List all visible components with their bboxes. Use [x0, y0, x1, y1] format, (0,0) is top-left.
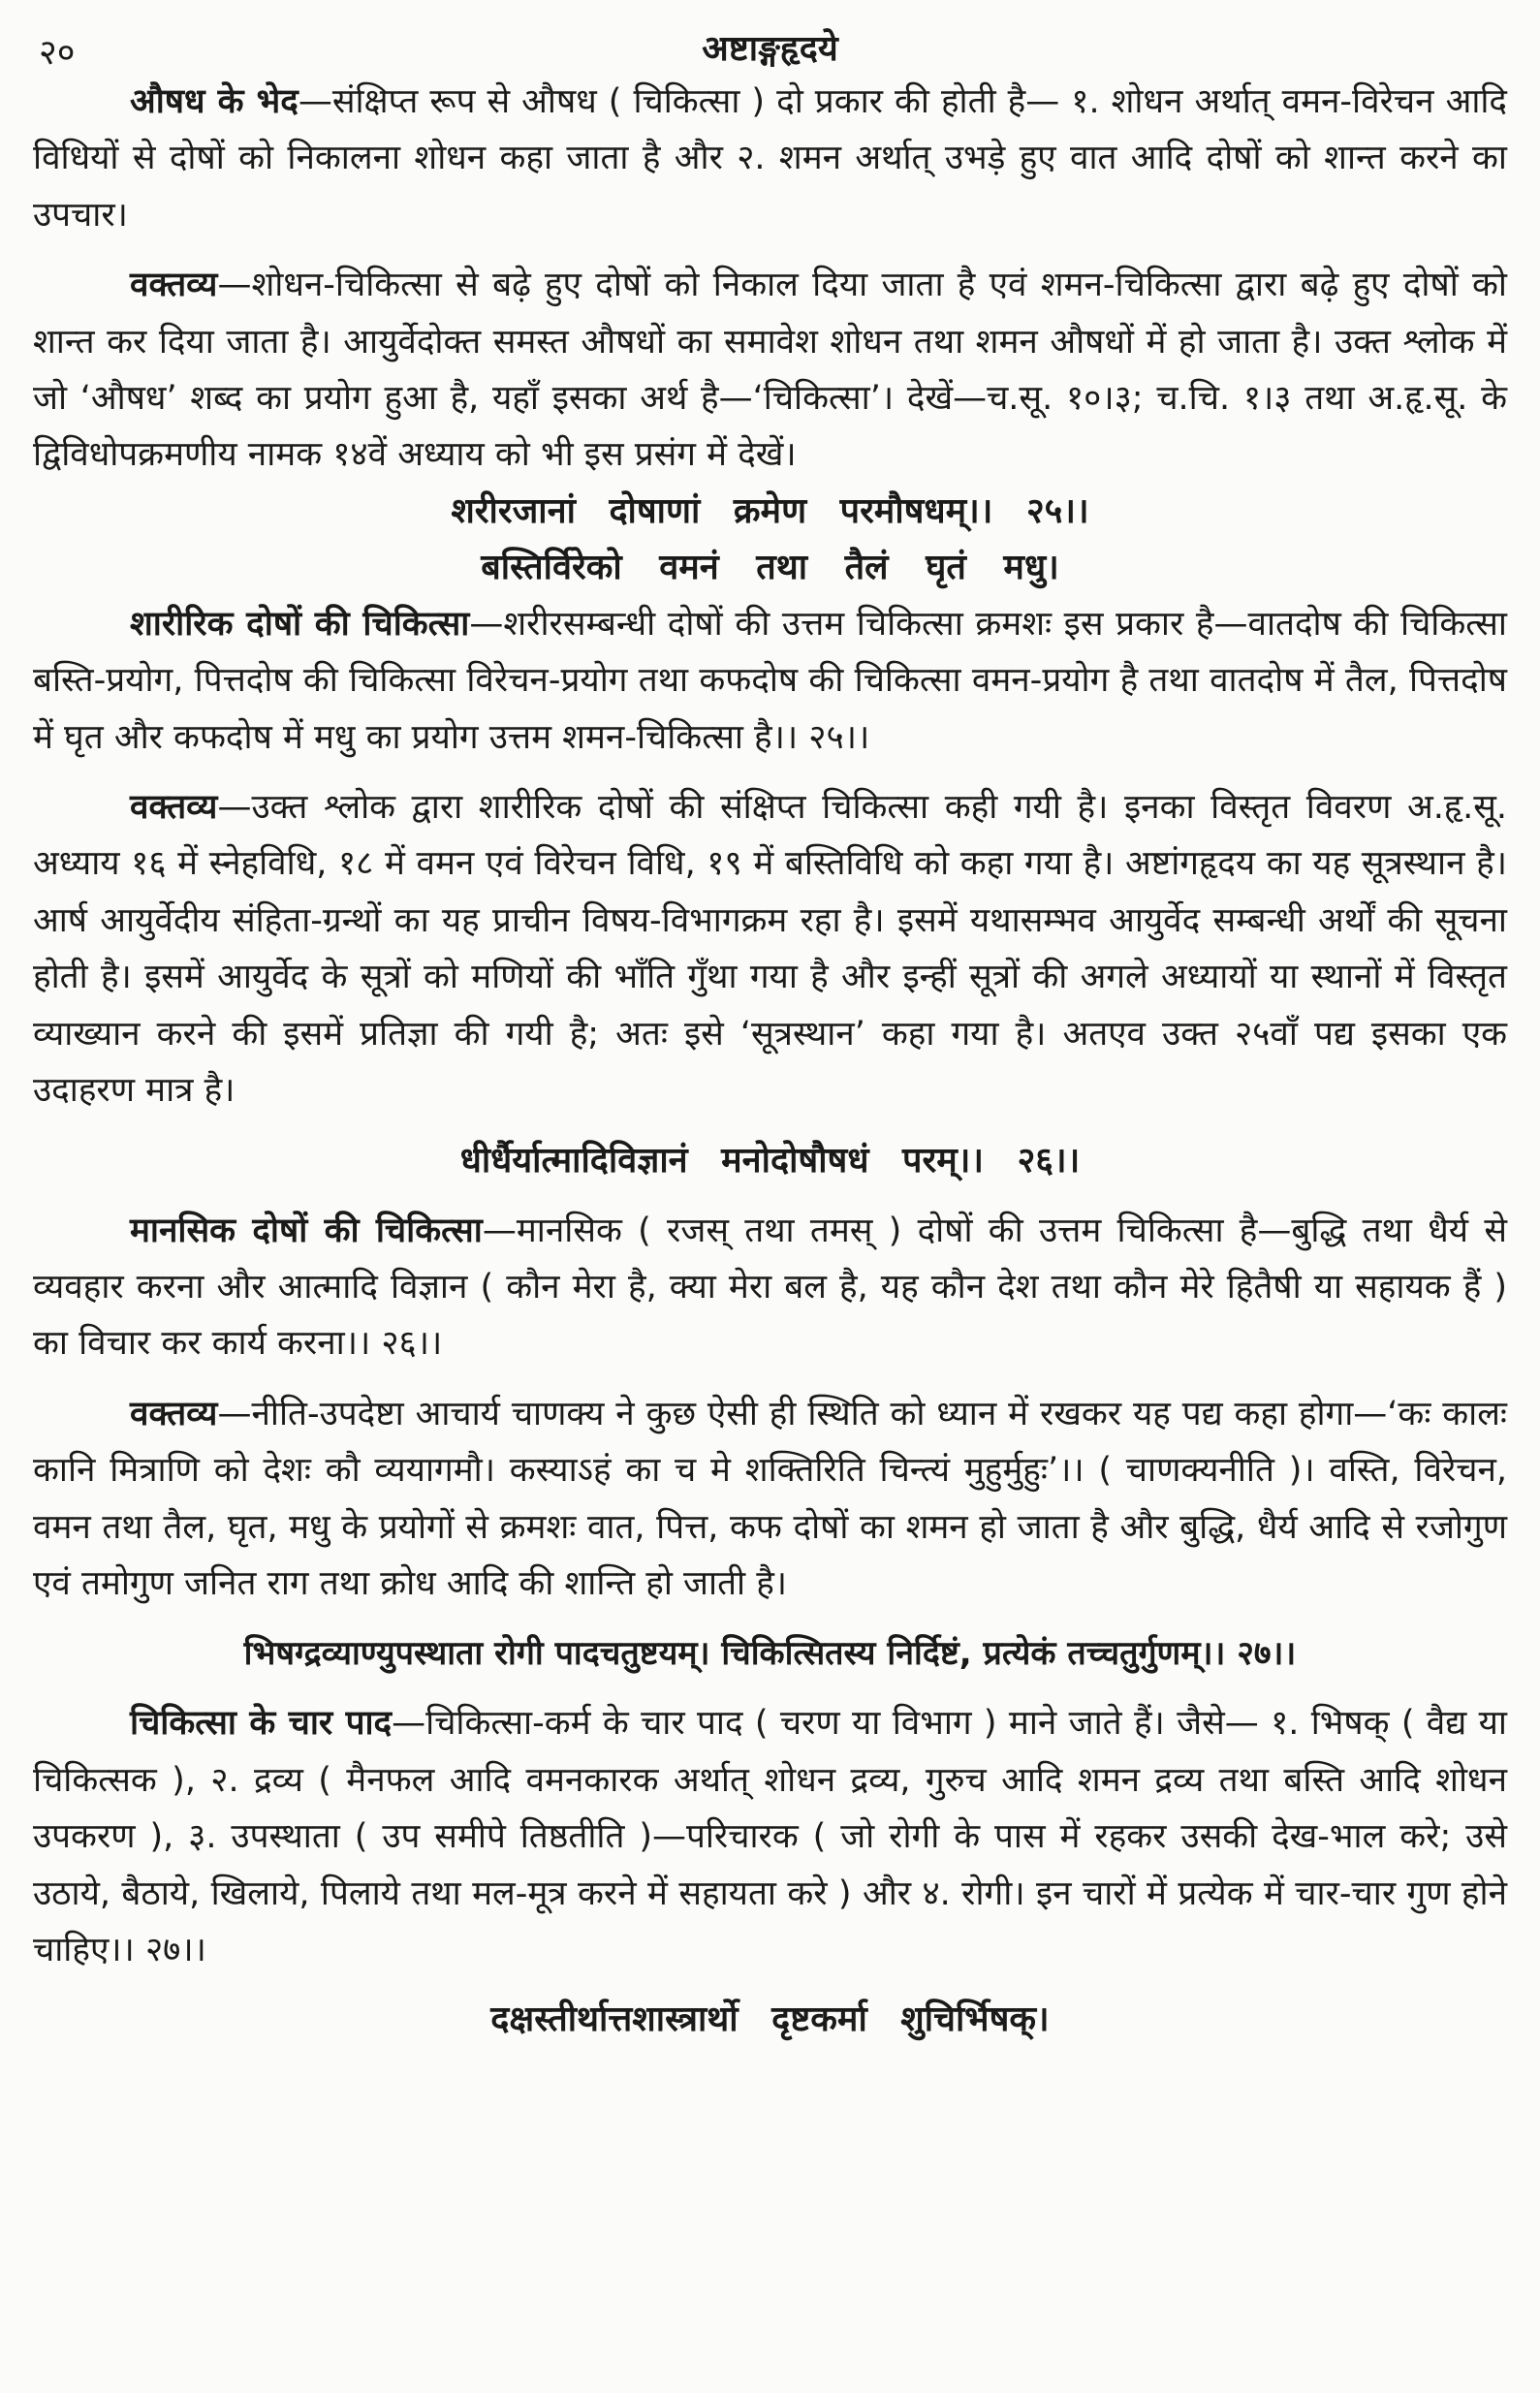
verse-27: भिषग्द्रव्याण्युपस्थाता रोगी पादचतुष्टयम्। चिकित्सितस्य निर्दिष्टं, प्रत्येकं तच्चतुर्गुणम्।। २७।।: [243, 1634, 1297, 1674]
paragraph-vaktavya-1: [33, 257, 1507, 484]
paragraph-sharirik-chikitsa: [33, 596, 1507, 766]
paragraph-mansik-chikitsa: [33, 1203, 1507, 1372]
paragraph-body: —शरीरसम्बन्धी दोषों की उत्तम चिकित्सा क्रमशः इस प्रकार है—वातदोष की चिकित्सा बस्ति-प्रयोग, पित्तदोष की चिकित्सा विरेचन-प्रयोग तथा कफदोष की चिकित्सा वमन-प्रयोग है तथा वातदोष में तैल, पित्तदोष में घृत और कफदोष में मधु का प्रयोग उत्तम शमन-चिकित्सा है।। २५।।: [33, 604, 1507, 757]
page-number: २०: [39, 33, 76, 73]
page-header: [33, 19, 1507, 74]
paragraph-heading: वक्तव्य: [130, 266, 218, 305]
verse-28-line-1: दक्षस्तीर्थात्तशास्त्रार्थो दृष्टकर्मा शुचिर्भिषक्।: [490, 1999, 1050, 2040]
paragraph-heading: औषध के भेद: [130, 82, 299, 121]
paragraph-body: —शोधन-चिकित्सा से बढ़े हुए दोषों को निकाल दिया जाता है एवं शमन-चिकित्सा द्वारा बढ़े हुए दोषों को शान्त कर दिया जाता है। आयुर्वेदोक्त समस्त औषधों का समावेश शोधन तथा शमन औषधों में हो जाता है। उक्त श्लोक में जो ‘औषध’ शब्द का प्रयोग हुआ है, यहाँ इसका अर्थ है—‘चिकित्सा’। देखें—च.सू. १०।३; च.चि. १।३ तथा अ.हृ.सू. के द्विविधोपक्रमणीय नामक १४वें अध्याय को भी इस प्रसंग में देखें।: [33, 266, 1507, 475]
paragraph-heading: शारीरिक दोषों की चिकित्सा: [130, 604, 470, 644]
paragraph-body: —चिकित्सा-कर्म के चार पाद ( चरण या विभाग ) माने जाते हैं। जैसे— १. भिषक् ( वैद्य या चिकित्सक ), २. द्रव्य ( मैनफल आदि वमनकारक अर्थात् शोधन द्रव्य, गुरुच आदि शमन द्रव्य तथा बस्ति आदि शोधन उपकरण ), ३. उपस्थाता ( उप समीपे तिष्ठतीति )—परिचारक ( जो रोगी के पास में रहकर उसकी देख-भाल करे; उसे उठाये, बैठाये, खिलाये, पिलाये तथा मल-मूत्र करने में सहायता करे ) और ४. रोगी। इन चारों में प्रत्येक में चार-चार गुण होने चाहिए।। २७।।: [33, 1704, 1508, 1969]
paragraph-body: —मानसिक ( रजस् तथा तमस् ) दोषों की उत्तम चिकित्सा है—बुद्धि तथा धैर्य से व्यवहार करना और आत्मादि विज्ञान ( कौन मेरा है, क्या मेरा बल है, यह कौन देश तथा कौन मेरे हितैषी या सहायक हैं ) का विचार कर कार्य करना।। २६।।: [33, 1211, 1507, 1364]
paragraph-heading: वक्तव्य: [130, 1394, 218, 1433]
paragraph-vaktavya-3: [33, 1386, 1507, 1613]
verse-25-line-1: शरीरजानां दोषाणां क्रमेण परमौषधम्।। २५।।: [451, 490, 1089, 531]
running-head: अष्टाङ्गहृदये: [702, 29, 838, 69]
paragraph-body: —संक्षिप्त रूप से औषध ( चिकित्सा ) दो प्रकार की होती है— १. शोधन अर्थात् वमन-विरेचन आदि विधियों से दोषों को निकालना शोधन कहा जाता है और २. शमन अर्थात् उभड़े हुए वात आदि दोषों को शान्त करने का उपचार।: [33, 82, 1507, 235]
paragraph-heading: चिकित्सा के चार पाद: [130, 1704, 393, 1744]
verse-26: धीर्धैर्यात्मादिविज्ञानं मनोदोषौषधं परम्।। २६।।: [459, 1140, 1081, 1181]
paragraph-aushadh-bhed: [33, 74, 1507, 243]
verse-25-line-2: बस्तिर्विरेको वमनं तथा तैलं घृतं मधु।: [481, 547, 1059, 587]
paragraph-heading: मानसिक दोषों की चिकित्सा: [130, 1211, 483, 1250]
paragraph-body: —नीति-उपदेष्टा आचार्य चाणक्य ने कुछ ऐसी ही स्थिति को ध्यान में रखकर यह पद्य कहा होगा—‘कः कालः कानि मित्राणि को देशः कौ व्ययागमौ। कस्याऽहं का च मे शक्तिरिति चिन्त्यं मुहुर्मुहुः’।। ( चाणक्यनीति )। वस्ति, विरेचन, वमन तथा तैल, घृत, मधु के प्रयोगों से क्रमशः वात, पित्त, कफ दोषों का शमन हो जाता है और बुद्धि, धैर्य आदि से रजोगुण एवं तमोगुण जनित राग तथा क्रोध आदि की शान्ति हो जाती है।: [33, 1394, 1507, 1603]
paragraph-vaktavya-2: [33, 779, 1507, 1118]
paragraph-heading: वक्तव्य: [130, 788, 218, 828]
paragraph-body: —उक्त श्लोक द्वारा शारीरिक दोषों की संक्षिप्त चिकित्सा कही गयी है। इनका विस्तृत विवरण अ.हृ.सू. अध्याय १६ में स्नेहविधि, १८ में वमन एवं विरेचन विधि, १९ में बस्तिविधि को कहा गया है। अष्टांगहृदय का यह सूत्रस्थान है। आर्ष आयुर्वेदीय संहिता-ग्रन्थों का यह प्राचीन विषय-विभागक्रम रहा है। इसमें यथासम्भव आयुर्वेद सम्बन्धी अर्थों की सूचना होती है। इसमें आयुर्वेद के सूत्रों को मणियों की भाँति गुँथा गया है और इन्हीं सूत्रों की अगले अध्यायों या स्थानों में विस्तृत व्याख्यान करने की इसमें प्रतिज्ञा की गयी है; अतः इसे ‘सूत्रस्थान’ कहा गया है। अतएव उक्त २५वाँ पद्य इसका एक उदाहरण मात्र है।: [33, 788, 1507, 1111]
paragraph-chaar-paad: [33, 1695, 1507, 1978]
